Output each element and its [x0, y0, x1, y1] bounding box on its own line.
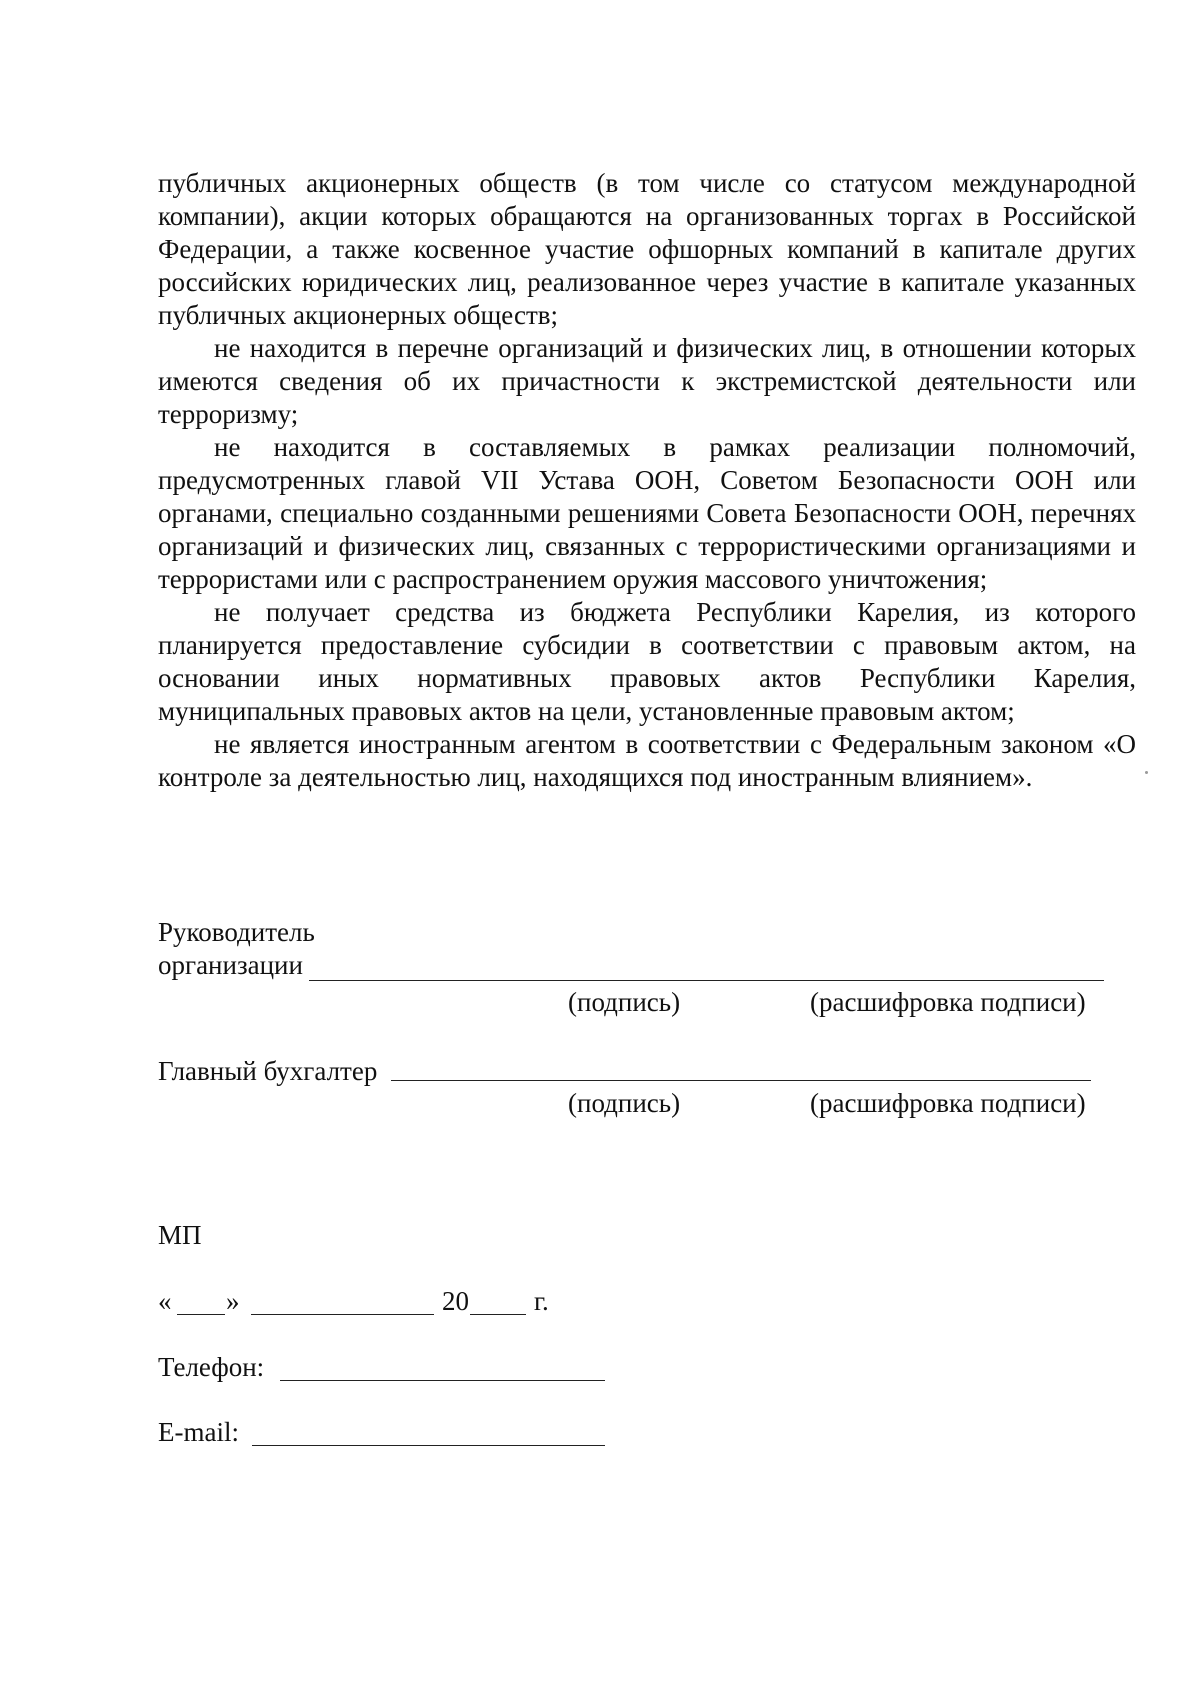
head-label-line1: Руководитель — [158, 917, 315, 947]
chief-accountant-signature-line — [391, 1080, 1091, 1081]
date-open-quote: « — [158, 1286, 172, 1316]
head-signature-caption: (подпись) — [568, 987, 681, 1017]
date-year-prefix: 20 — [442, 1286, 469, 1316]
chief-accountant-decoding-caption: (расшифровка подписи) — [810, 1088, 1086, 1118]
paragraph-budget-funds: не получает средства из бюджета Республики Карелия, из которого планируется предоставление субсидии в соответствии с правовым актом, на основании иных нормативных правовых актов Республики Карелия, муниципальных правовых актов на цели, установленные правовым актом; — [158, 597, 1136, 726]
scan-artifact-dot — [1145, 771, 1148, 774]
head-signature-line — [309, 980, 1104, 981]
email-blank-line — [252, 1445, 605, 1446]
date-year-blank — [470, 1314, 526, 1315]
paragraph-continuation: публичных акционерных обществ (в том числе со статусом международной компании), акции которых обращаются на организованных торгах в Российской Федерации, а также косвенное участие офшорных компаний в капитале других российских юридических лиц, реализованное через участие в капитале указанных публичных акционерных обществ; — [158, 168, 1136, 330]
paragraph-extremism-list: не находится в перечне организаций и физических лиц, в отношении которых имеются сведения об их причастности к экстремистской деятельности или терроризму; — [158, 333, 1136, 429]
date-close-quote: » — [226, 1286, 240, 1316]
phone-label: Телефон: — [158, 1352, 265, 1382]
date-month-blank — [251, 1314, 434, 1315]
document-body — [158, 167, 1136, 794]
date-day-blank — [177, 1314, 225, 1315]
email-label: E-mail: — [158, 1417, 239, 1447]
date-year-suffix: г. — [534, 1286, 549, 1316]
head-label-line2: организации — [158, 950, 303, 980]
paragraph-foreign-agent: не является иностранным агентом в соответствии с Федеральным законом «О контроле за деятельностью лиц, находящихся под иностранным влиянием». — [158, 729, 1136, 792]
paragraph-un-sanctions-list: не находится в составляемых в рамках реализации полномочий, предусмотренных главой VII Устава ООН, Советом Безопасности ООН или органами, специально созданными решениями Совета Безопасности ООН, перечнях организаций и физических лиц, связанных с террористическими организациями и террористами или с распространением оружия массового уничтожения; — [158, 432, 1136, 594]
stamp-label: МП — [158, 1220, 202, 1250]
phone-blank-line — [280, 1380, 605, 1381]
head-decoding-caption: (расшифровка подписи) — [810, 987, 1086, 1017]
chief-accountant-signature-caption: (подпись) — [568, 1088, 681, 1118]
chief-accountant-label: Главный бухгалтер — [158, 1056, 378, 1086]
